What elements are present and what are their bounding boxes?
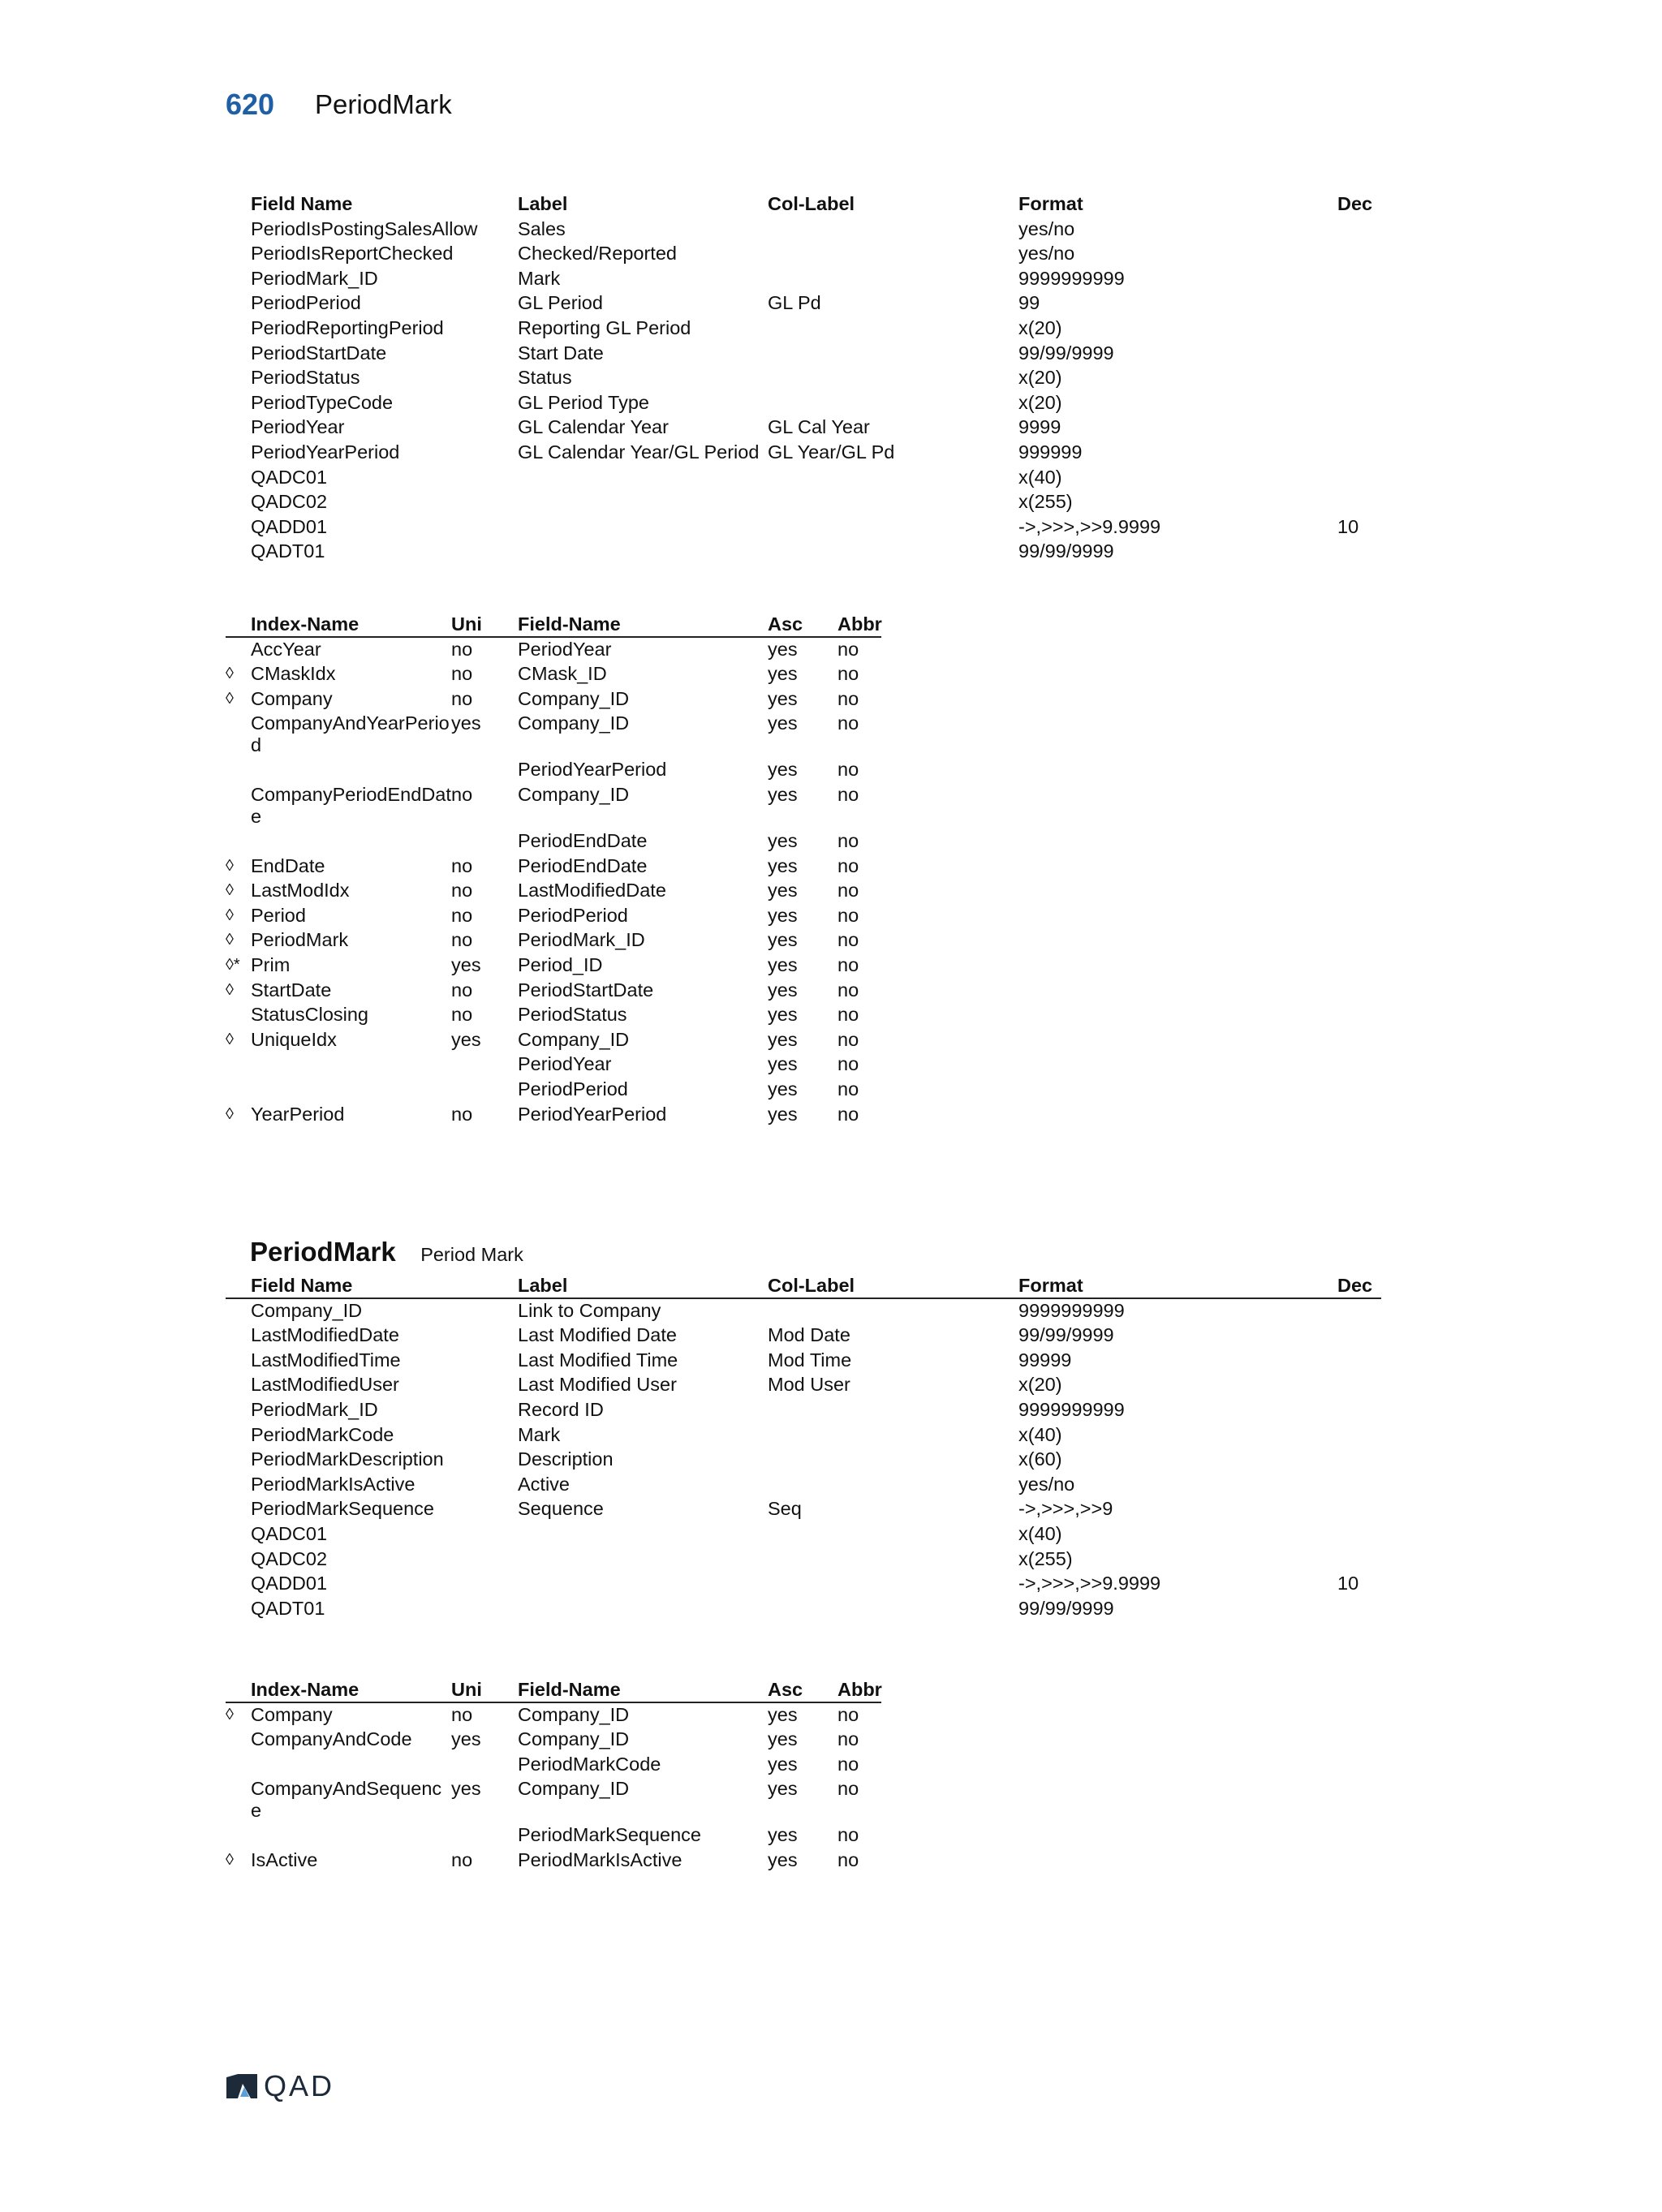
table-cell: Sequence	[518, 1498, 604, 1520]
index-field: CMask_ID	[518, 663, 607, 685]
index-field: PeriodYear	[518, 638, 612, 660]
index-field: Company_ID	[518, 712, 630, 734]
index-asc: yes	[768, 663, 798, 685]
unique-marker-icon: ◊	[226, 689, 234, 708]
table-cell: 10	[1337, 515, 1359, 537]
column-header: Label	[518, 1275, 568, 1296]
table-cell: Record ID	[518, 1398, 604, 1420]
table-cell: Mark	[518, 267, 561, 289]
index-abbr: no	[837, 929, 859, 951]
index-asc: yes	[768, 1053, 798, 1075]
unique-marker-icon: ◊	[226, 1104, 234, 1123]
index-asc: yes	[768, 880, 798, 902]
table-cell: 99/99/9999	[1018, 540, 1114, 562]
table-cell: Mod Date	[768, 1324, 850, 1346]
table-cell: QADC02	[251, 1547, 328, 1569]
index-name: CompanyPeriodEndDate	[251, 783, 451, 827]
column-header: Abbr	[837, 1679, 882, 1700]
table-cell: LastModifiedUser	[251, 1374, 399, 1396]
index-asc: yes	[768, 687, 798, 709]
table-cell: PeriodIsReportChecked	[251, 243, 454, 265]
table-cell: 9999999999	[1018, 1398, 1125, 1420]
table-cell: PeriodMarkIsActive	[251, 1473, 416, 1495]
column-header: Dec	[1337, 1275, 1373, 1296]
table-cell: QADD01	[251, 1573, 328, 1594]
table-cell: QADC01	[251, 1522, 328, 1544]
table-cell: Last Modified User	[518, 1374, 677, 1396]
index-asc: yes	[768, 1103, 798, 1125]
index-abbr: no	[837, 759, 859, 781]
table-cell: PeriodMarkDescription	[251, 1448, 444, 1470]
index-name: LastModIdx	[251, 880, 350, 902]
unique-marker-icon: ◊	[226, 1705, 234, 1724]
table-cell: 99/99/9999	[1018, 342, 1114, 364]
index-field: Company_ID	[518, 687, 630, 709]
table-cell: 9999	[1018, 416, 1061, 438]
column-header: Abbr	[837, 613, 882, 635]
column-header: Col-Label	[768, 193, 855, 214]
index-unique: no	[451, 904, 473, 926]
index-abbr: no	[837, 880, 859, 902]
index-name: Period	[251, 904, 306, 926]
index-asc: yes	[768, 1728, 798, 1750]
index-asc: yes	[768, 979, 798, 1001]
column-header: Uni	[451, 1679, 482, 1700]
index-unique: no	[451, 783, 473, 805]
index-name: Company	[251, 687, 333, 709]
table-cell: x(255)	[1018, 1547, 1073, 1569]
unique-marker-icon: ◊	[226, 856, 234, 875]
index-field: Company_ID	[518, 1778, 630, 1800]
index-unique: yes	[451, 953, 481, 975]
index-unique: yes	[451, 1778, 481, 1800]
table-cell: 9999999999	[1018, 1299, 1125, 1321]
unique-marker-icon: ◊	[226, 931, 234, 949]
index-asc: yes	[768, 1848, 798, 1870]
table-cell: Active	[518, 1473, 570, 1495]
index-name: EndDate	[251, 854, 325, 876]
index-name: PeriodMark	[251, 929, 349, 951]
table-cell: LastModifiedTime	[251, 1349, 401, 1371]
table-cell: GL Period	[518, 292, 603, 314]
table-cell: PeriodYearPeriod	[251, 441, 400, 463]
index-asc: yes	[768, 904, 798, 926]
index-field: PeriodYear	[518, 1053, 612, 1075]
column-header: Asc	[768, 613, 803, 635]
index-asc: yes	[768, 953, 798, 975]
table-cell: QADT01	[251, 540, 325, 562]
index-name: CompanyAndYearPeriod	[251, 712, 450, 756]
table-cell: Start Date	[518, 342, 604, 364]
index-abbr: no	[837, 1824, 859, 1846]
index-asc: yes	[768, 783, 798, 805]
table-cell: x(20)	[1018, 391, 1062, 413]
table-cell: Mod Time	[768, 1349, 852, 1371]
index-asc: yes	[768, 638, 798, 660]
index-field: PeriodMarkCode	[518, 1753, 661, 1775]
index-unique: yes	[451, 1728, 481, 1750]
table-cell: Checked/Reported	[518, 243, 677, 265]
section-description: Period Mark	[420, 1244, 523, 1265]
index-field: PeriodMarkIsActive	[518, 1848, 682, 1870]
column-header: Label	[518, 193, 568, 214]
column-header: Dec	[1337, 193, 1373, 214]
index-name: Prim	[251, 953, 291, 975]
table-cell: x(20)	[1018, 367, 1062, 389]
index-name: StartDate	[251, 979, 332, 1001]
index-field: PeriodMark_ID	[518, 929, 645, 951]
index-name: CompanyAndCode	[251, 1728, 412, 1750]
table-cell: Company_ID	[251, 1299, 363, 1321]
table-cell: x(60)	[1018, 1448, 1062, 1470]
index-abbr: no	[837, 1028, 859, 1050]
index-abbr: no	[837, 712, 859, 734]
unique-marker-icon: ◊	[226, 1850, 234, 1869]
index-field: PeriodYearPeriod	[518, 1103, 667, 1125]
unique-marker-icon: ◊	[226, 980, 234, 999]
index-field: PeriodPeriod	[518, 904, 628, 926]
table-cell: PeriodMarkSequence	[251, 1498, 434, 1520]
index-abbr: no	[837, 1778, 859, 1800]
table-cell: x(40)	[1018, 466, 1062, 488]
table-cell: Last Modified Date	[518, 1324, 677, 1346]
index-abbr: no	[837, 904, 859, 926]
index-field: PeriodStatus	[518, 1004, 627, 1026]
unique-marker-icon: ◊	[226, 906, 234, 924]
index-field: Company_ID	[518, 1028, 630, 1050]
index-abbr: no	[837, 1753, 859, 1775]
unique-marker-icon: ◊	[226, 1030, 234, 1048]
table-cell: GL Calendar Year	[518, 416, 669, 438]
table-cell: GL Period Type	[518, 391, 649, 413]
table-cell: ->,>>>,>>9.9999	[1018, 1573, 1161, 1594]
table-cell: QADT01	[251, 1597, 325, 1619]
index-field: PeriodStartDate	[518, 979, 654, 1001]
table-cell: ->,>>>,>>9.9999	[1018, 515, 1161, 537]
index-name: CompanyAndSequence	[251, 1778, 442, 1822]
table-cell: Mark	[518, 1423, 561, 1445]
table-cell: Sales	[518, 217, 566, 239]
table-cell: 99/99/9999	[1018, 1324, 1114, 1346]
index-name: CMaskIdx	[251, 663, 336, 685]
index-abbr: no	[837, 979, 859, 1001]
table-cell: PeriodStartDate	[251, 342, 387, 364]
column-header: Uni	[451, 613, 482, 635]
table-cell: x(40)	[1018, 1423, 1062, 1445]
unique-marker-icon: ◊	[226, 665, 234, 683]
table-cell: 9999999999	[1018, 267, 1125, 289]
table-cell: Status	[518, 367, 572, 389]
table-cell: PeriodMarkCode	[251, 1423, 394, 1445]
index-abbr: no	[837, 1703, 859, 1725]
table-cell: Reporting GL Period	[518, 316, 691, 338]
table-cell: yes/no	[1018, 243, 1075, 265]
index-field: Company_ID	[518, 783, 630, 805]
column-header: Index-Name	[251, 1679, 360, 1700]
index-field: PeriodPeriod	[518, 1078, 628, 1100]
index-name: Company	[251, 1703, 333, 1725]
index-abbr: no	[837, 1848, 859, 1870]
index-abbr: no	[837, 1053, 859, 1075]
index-unique: no	[451, 1848, 473, 1870]
table-cell: Mod User	[768, 1374, 850, 1396]
table-cell: x(20)	[1018, 316, 1062, 338]
table-cell: 99	[1018, 292, 1040, 314]
column-header: Field-Name	[518, 613, 621, 635]
index-abbr: no	[837, 1728, 859, 1750]
logo-text: QAD	[264, 2069, 335, 2102]
table-cell: QADD01	[251, 515, 328, 537]
index-asc: yes	[768, 759, 798, 781]
table-cell: QADC01	[251, 466, 328, 488]
table-cell: Seq	[768, 1498, 802, 1520]
index-asc: yes	[768, 1028, 798, 1050]
index-abbr: no	[837, 663, 859, 685]
table-cell: LastModifiedDate	[251, 1324, 399, 1346]
index-asc: yes	[768, 712, 798, 734]
index-abbr: no	[837, 783, 859, 805]
index-asc: yes	[768, 1824, 798, 1846]
table-cell: PeriodYear	[251, 416, 345, 438]
table-cell: Description	[518, 1448, 614, 1470]
index-field: PeriodEndDate	[518, 854, 648, 876]
table-cell: PeriodStatus	[251, 367, 360, 389]
index-unique: no	[451, 638, 473, 660]
table-cell: GL Calendar Year/GL Period	[518, 441, 760, 463]
table-cell: 999999	[1018, 441, 1083, 463]
table-cell: PeriodPeriod	[251, 292, 361, 314]
index-unique: no	[451, 929, 473, 951]
index-abbr: no	[837, 854, 859, 876]
column-header: Asc	[768, 1679, 803, 1700]
index-field: Company_ID	[518, 1728, 630, 1750]
table-cell: PeriodTypeCode	[251, 391, 394, 413]
table-cell: PeriodIsPostingSalesAllow	[251, 217, 478, 239]
page-number: 620	[226, 88, 275, 121]
table-cell: 10	[1337, 1573, 1359, 1594]
index-abbr: no	[837, 829, 859, 851]
column-header: Field-Name	[518, 1679, 621, 1700]
index-asc: yes	[768, 829, 798, 851]
section-title	[250, 1237, 523, 1267]
column-header: Index-Name	[251, 613, 360, 635]
section-name: PeriodMark	[250, 1237, 396, 1267]
index-unique: no	[451, 1103, 473, 1125]
index-abbr: no	[837, 638, 859, 660]
table-cell: QADC02	[251, 491, 328, 513]
index-abbr: no	[837, 1078, 859, 1100]
qad-logo-icon	[225, 2072, 259, 2100]
index-asc: yes	[768, 854, 798, 876]
column-header: Col-Label	[768, 1275, 855, 1296]
index-asc: yes	[768, 1703, 798, 1725]
index-unique: no	[451, 979, 473, 1001]
index-field: PeriodEndDate	[518, 829, 648, 851]
index-name: YearPeriod	[251, 1103, 345, 1125]
index-unique: yes	[451, 712, 481, 734]
table-cell: 99999	[1018, 1349, 1072, 1371]
table-cell: Last Modified Time	[518, 1349, 678, 1371]
table-cell: PeriodMark_ID	[251, 1398, 378, 1420]
index-field: PeriodMarkSequence	[518, 1824, 701, 1846]
index-name: IsActive	[251, 1848, 318, 1870]
table-cell: x(20)	[1018, 1374, 1062, 1396]
column-header: Format	[1018, 193, 1083, 214]
page-title: PeriodMark	[315, 89, 452, 119]
index-field: LastModifiedDate	[518, 880, 666, 902]
table-cell: ->,>>>,>>9	[1018, 1498, 1113, 1520]
index-field: Period_ID	[518, 953, 603, 975]
index-unique: no	[451, 1004, 473, 1026]
header-rule	[226, 1298, 1381, 1299]
index-unique: no	[451, 1703, 473, 1725]
index-abbr: no	[837, 1103, 859, 1125]
index-asc: yes	[768, 1778, 798, 1800]
column-header: Field Name	[251, 193, 353, 214]
index-unique: yes	[451, 1028, 481, 1050]
table-cell: x(40)	[1018, 1522, 1062, 1544]
index-field: Company_ID	[518, 1703, 630, 1725]
table-cell: PeriodMark_ID	[251, 267, 378, 289]
unique-marker-icon: ◊	[226, 881, 234, 900]
index-unique: no	[451, 687, 473, 709]
index-asc: yes	[768, 929, 798, 951]
index-abbr: no	[837, 687, 859, 709]
index-field: PeriodYearPeriod	[518, 759, 667, 781]
table-cell: yes/no	[1018, 217, 1075, 239]
table-cell: GL Pd	[768, 292, 821, 314]
index-unique: no	[451, 663, 473, 685]
index-abbr: no	[837, 953, 859, 975]
index-asc: yes	[768, 1078, 798, 1100]
table-cell: GL Cal Year	[768, 416, 870, 438]
index-abbr: no	[837, 1004, 859, 1026]
table-cell: Link to Company	[518, 1299, 661, 1321]
table-cell: 99/99/9999	[1018, 1597, 1114, 1619]
index-unique: no	[451, 854, 473, 876]
index-asc: yes	[768, 1004, 798, 1026]
footer-logo	[225, 2069, 334, 2103]
index-name: AccYear	[251, 638, 321, 660]
table-cell: PeriodReportingPeriod	[251, 316, 444, 338]
column-header: Format	[1018, 1275, 1083, 1296]
table-cell: GL Year/GL Pd	[768, 441, 895, 463]
index-asc: yes	[768, 1753, 798, 1775]
unique-marker-icon: ◊*	[226, 955, 240, 974]
index-name: UniqueIdx	[251, 1028, 337, 1050]
index-name: StatusClosing	[251, 1004, 368, 1026]
column-header: Field Name	[251, 1275, 353, 1296]
index-unique: no	[451, 880, 473, 902]
table-cell: x(255)	[1018, 491, 1073, 513]
table-cell: yes/no	[1018, 1473, 1075, 1495]
